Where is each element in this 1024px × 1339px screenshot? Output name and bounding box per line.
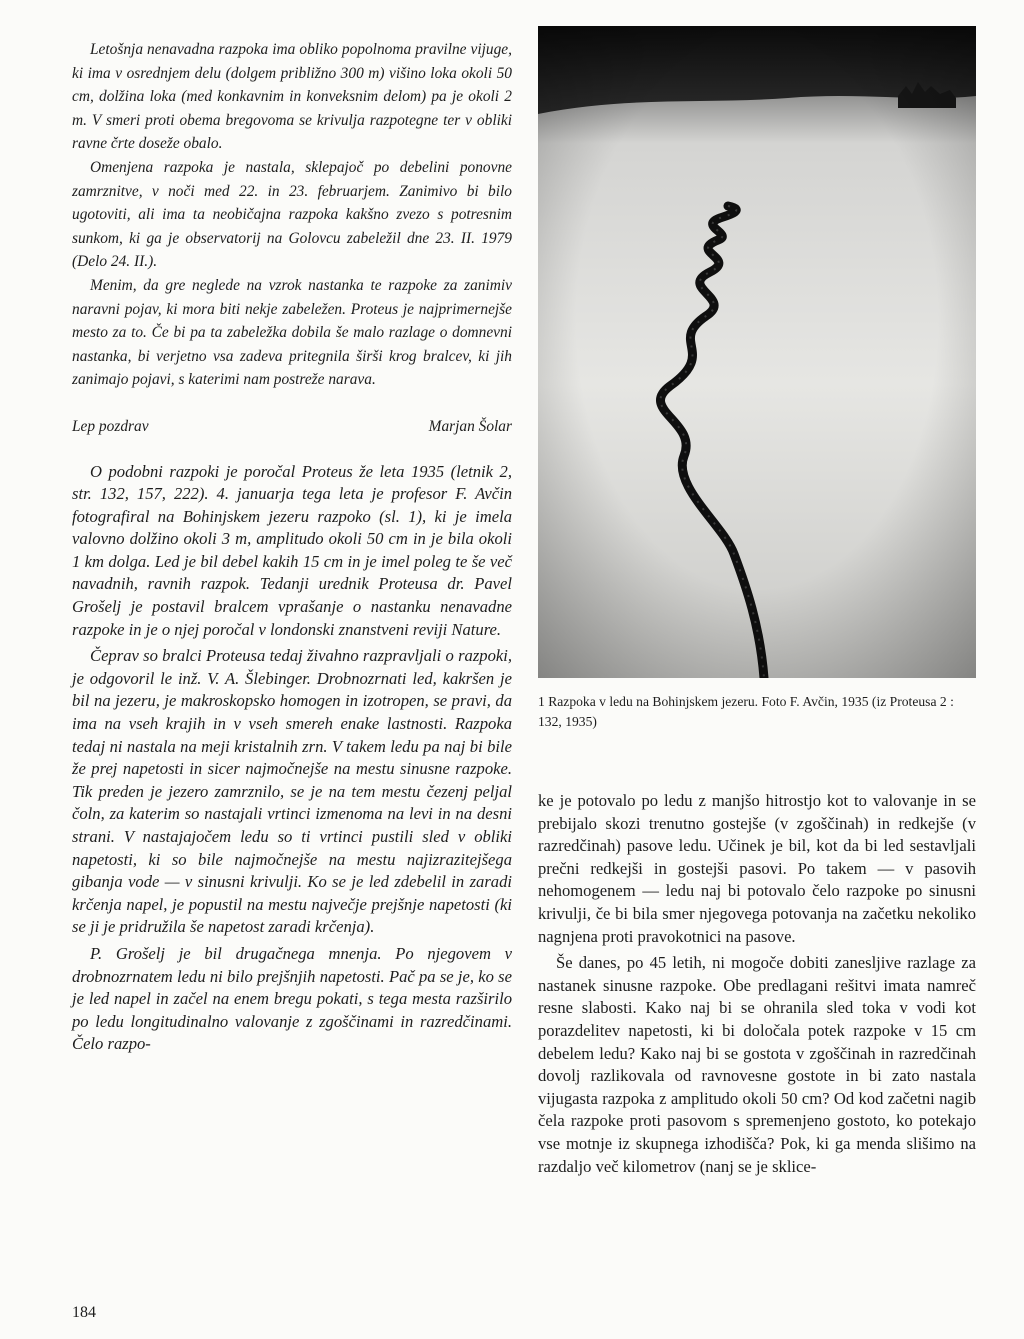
article-body-left — [72, 461, 512, 1056]
letter-paragraph: Letošnja nenavadna razpoka ima obliko popolnoma pravilne vijuge, ki ima v osrednjem delu (dolgem približno 300 m) višino loka okoli 50 cm, dolžina loka (med konkavnim in konveksnim delom) pa je okoli 2 m. V smeri proti obema bregovoma se krivulja razpotegne ter v obliki ravne črte doseže obalo. — [72, 41, 512, 153]
signature: Marjan Šolar — [428, 417, 512, 435]
body-paragraph: ke je potovalo po ledu z manjšo hitrostjo kot to valovanje in se prebijalo skozi trenutno gostejše (v zgoščinah) in redkejše (v razredčinah) pasove ledu. Učinek je bil, kot da bi led sestavljali prečni redkejši in gostejši pasovi. Po takem — v pasovih nehomogenem — ledu naj bi potovalo čelo razpoke po sinusni krivulji, če bi bila smer njegovega potovanja na začetku nekoliko nagnjena proti pravokotnici na pasove. — [538, 791, 976, 946]
figure-caption: 1 Razpoka v ledu na Bohinjskem jezeru. Foto F. Avčin, 1935 (iz Proteusa 2 : 132, 1935) — [538, 694, 954, 729]
body-paragraph: P. Grošelj je bil drugačnega mnenja. Po njegovem v drobnozrnatem ledu ni bilo prejšnjih napetosti. Pač pa se je, ko se je led napel in začel na enem bregu pokati, s tega mesta razširilo po ledu longitudinalno valovanje z zgoščinami in razredčinami. Čelo razpo- — [72, 943, 512, 1054]
body-paragraph: Še danes, po 45 letih, ni mogoče dobiti zanesljive razlage za nastanek sinusne razpoke. Obe predlagani rešitvi imata namreč resne slabosti. Kako naj bi se ohranila sled toka v vodi kot porazdelitev napetosti, ki bi določala potek razpoke v 15 cm debelem ledu? Kako naj bi se gostota v zgoščinah in razredčinah dovolj razlikovala od ravnovesne gostote in bi zato nastala vijugasta razpoka z amplitudo okoli 50 cm? Od kod začetni nagib čela razpoke proti pasovom s spremenjeno gostoto, ko potekajo vse motnje iz skupnega izhodišča? Pok, ki ga menda slišimo na razdaljo več kilometrov (nanj se je sklice- — [538, 953, 976, 1176]
article-body-right — [538, 790, 976, 1178]
body-paragraph: Čeprav so bralci Proteusa tedaj živahno razpravljali o razpoki, je odgovoril le inž. V. A. Šlebinger. Drobnozrnati led, kakršen je bil na jezeru, je makroskopsko homogen in izotropen, se pravi, da ima na vseh krajih in v vseh smereh enake lastnosti. Razpoka tedaj ni nastala na meji kristalnih zrn. V takem ledu pa naj bi bile že prej napetosti in sicer najmočnejše na mestu sinusne razpoke. Tik preden je jezero zamrznilo, se je na tem mestu čezenj peljal čoln, za katerim so nastajali vrtinci izmenoma na levi in na desni strani. V nastajajočem ledu so ti vrtinci pustili sled v obliki napetosti, ki so bile najmočnejše na mestu najizrazitejšega gibanja vode — v sinusni krivulji. Ko se je led zdebelil in zaradi krčenja napel, je popustil na mestu največje prejšnje napetosti (ki se ji je pridružila še napetost zaradi krčenja). — [72, 646, 512, 937]
letter-paragraph: Omenjena razpoka je nastala, sklepajoč po debelini ponovne zamrznitve, v noči med 22. in 23. februarjem. Zanimivo bi bilo ugotoviti, ali ima ta neobičajna razpoka kakšno zvezo s potresnim sunkom, ki ga je observatorij na Golovcu zabeležil dne 23. II. 1979 (Delo 24. II.). — [72, 158, 512, 271]
page-number: 184 — [72, 1304, 96, 1321]
letter-paragraph: Menim, da gre neglede na vzrok nastanka te razpoke za zanimiv naravni pojav, ki mora biti nekje zabeležen. Proteus je najprimernejše mesto za to. Če bi pa ta zabeležka dobila še malo razlage o domnevni nastanka, bi verjetno vsa zadeva pritegnila širši krog bralcev, ki jih zanimajo pojavi, s katerimi nam postreže narava. — [72, 276, 512, 389]
greeting: Lep pozdrav — [72, 417, 149, 435]
body-paragraph: O podobni razpoki je poročal Proteus že leta 1935 (letnik 2, str. 132, 157, 222). 4. januarja tega leta je profesor F. Avčin fotografiral na Bohinjskem jezeru razpoko (sl. 1), ki je imela valovno dolžino okoli 3 m, amplitudo okoli 50 cm in je bila okoli 1 km dolga. Led je bil debel kakih 15 cm in je imel poleg te še več navadnih, ravnih razpok. Tedanji urednik Proteusa dr. Pavel Grošelj je postavil bralcem vprašanje o nastanku nenavadne razpoke in je o njej poročal v londonski znanstveni reviji Nature. — [72, 461, 512, 639]
ice-crack-photo — [538, 26, 976, 678]
letter-signoff — [72, 415, 512, 439]
reader-letter — [72, 38, 512, 1056]
